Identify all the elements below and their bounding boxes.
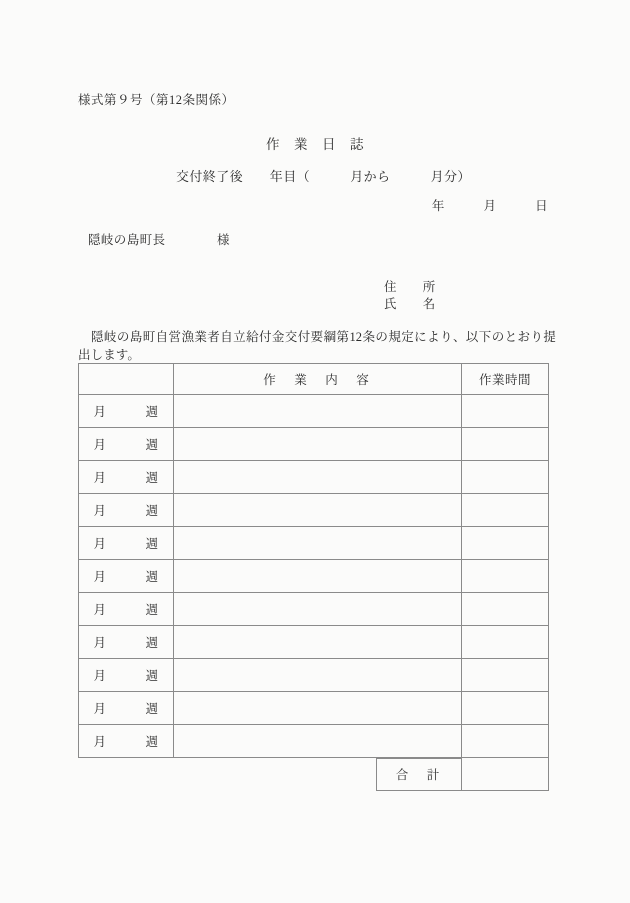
header-work-content: 作 業 内 容 [174, 364, 462, 395]
row-content-cell[interactable] [174, 659, 462, 692]
table-row[interactable] [79, 428, 549, 461]
table-row[interactable] [79, 494, 549, 527]
row-date-cell: 月 週 [79, 461, 174, 494]
row-content-cell[interactable] [174, 626, 462, 659]
header-date-cell [79, 364, 174, 395]
total-label-box: 合 計 [376, 758, 461, 791]
table-row[interactable] [79, 659, 549, 692]
page-title: 作 業 日 誌 [266, 137, 364, 152]
date-line: 年 月 日 [431, 199, 548, 213]
address-label: 住 所 [384, 280, 436, 294]
row-hours-cell[interactable] [462, 692, 549, 725]
row-date-cell: 月 週 [79, 626, 174, 659]
row-date-cell: 月 週 [79, 428, 174, 461]
table-body [79, 395, 549, 791]
row-hours-cell[interactable] [462, 527, 549, 560]
table-row[interactable] [79, 626, 549, 659]
row-date-cell: 月 週 [79, 560, 174, 593]
body-paragraph: 隠岐の島町自営漁業者自立給付金交付要綱第12条の規定により、以下のとおり提出します。 [78, 330, 556, 362]
row-content-cell[interactable] [174, 428, 462, 461]
total-spacer-cell [79, 758, 174, 791]
row-content-cell[interactable] [174, 593, 462, 626]
total-label [174, 758, 462, 791]
form-number-label: 様式第９号（第12条関係） [78, 93, 235, 107]
row-hours-cell[interactable] [462, 593, 549, 626]
row-date-cell: 月 週 [79, 659, 174, 692]
row-content-cell[interactable] [174, 725, 462, 758]
row-content-cell[interactable] [174, 461, 462, 494]
row-content-cell[interactable] [174, 494, 462, 527]
header-work-hours: 作業時間 [462, 364, 549, 395]
table-row[interactable] [79, 593, 549, 626]
row-hours-cell[interactable] [462, 494, 549, 527]
table-row[interactable] [79, 560, 549, 593]
total-value-cell[interactable] [462, 758, 549, 791]
row-date-cell: 月 週 [79, 494, 174, 527]
table-row[interactable] [79, 692, 549, 725]
table-row[interactable] [79, 461, 549, 494]
row-hours-cell[interactable] [462, 560, 549, 593]
name-label: 氏 名 [384, 297, 436, 311]
row-content-cell[interactable] [174, 560, 462, 593]
submitter-block [384, 279, 436, 313]
row-date-cell: 月 週 [79, 593, 174, 626]
row-hours-cell[interactable] [462, 659, 549, 692]
row-hours-cell[interactable] [462, 626, 549, 659]
row-hours-cell[interactable] [462, 395, 549, 428]
row-content-cell[interactable] [174, 527, 462, 560]
row-content-cell[interactable] [174, 395, 462, 428]
table-row[interactable] [79, 725, 549, 758]
period-line: 交付終了後 年目（ 月から 月分） [176, 169, 471, 184]
row-date-cell: 月 週 [79, 395, 174, 428]
row-hours-cell[interactable] [462, 461, 549, 494]
work-log-table [78, 363, 549, 791]
row-hours-cell[interactable] [462, 428, 549, 461]
table-header-row [79, 364, 549, 395]
row-date-cell: 月 週 [79, 692, 174, 725]
row-hours-cell[interactable] [462, 725, 549, 758]
row-date-cell: 月 週 [79, 725, 174, 758]
addressee-line: 隠岐の島町長 様 [88, 233, 230, 247]
table-row[interactable] [79, 395, 549, 428]
row-content-cell[interactable] [174, 692, 462, 725]
row-date-cell: 月 週 [79, 527, 174, 560]
table-row[interactable] [79, 527, 549, 560]
table-total-row [79, 758, 549, 791]
